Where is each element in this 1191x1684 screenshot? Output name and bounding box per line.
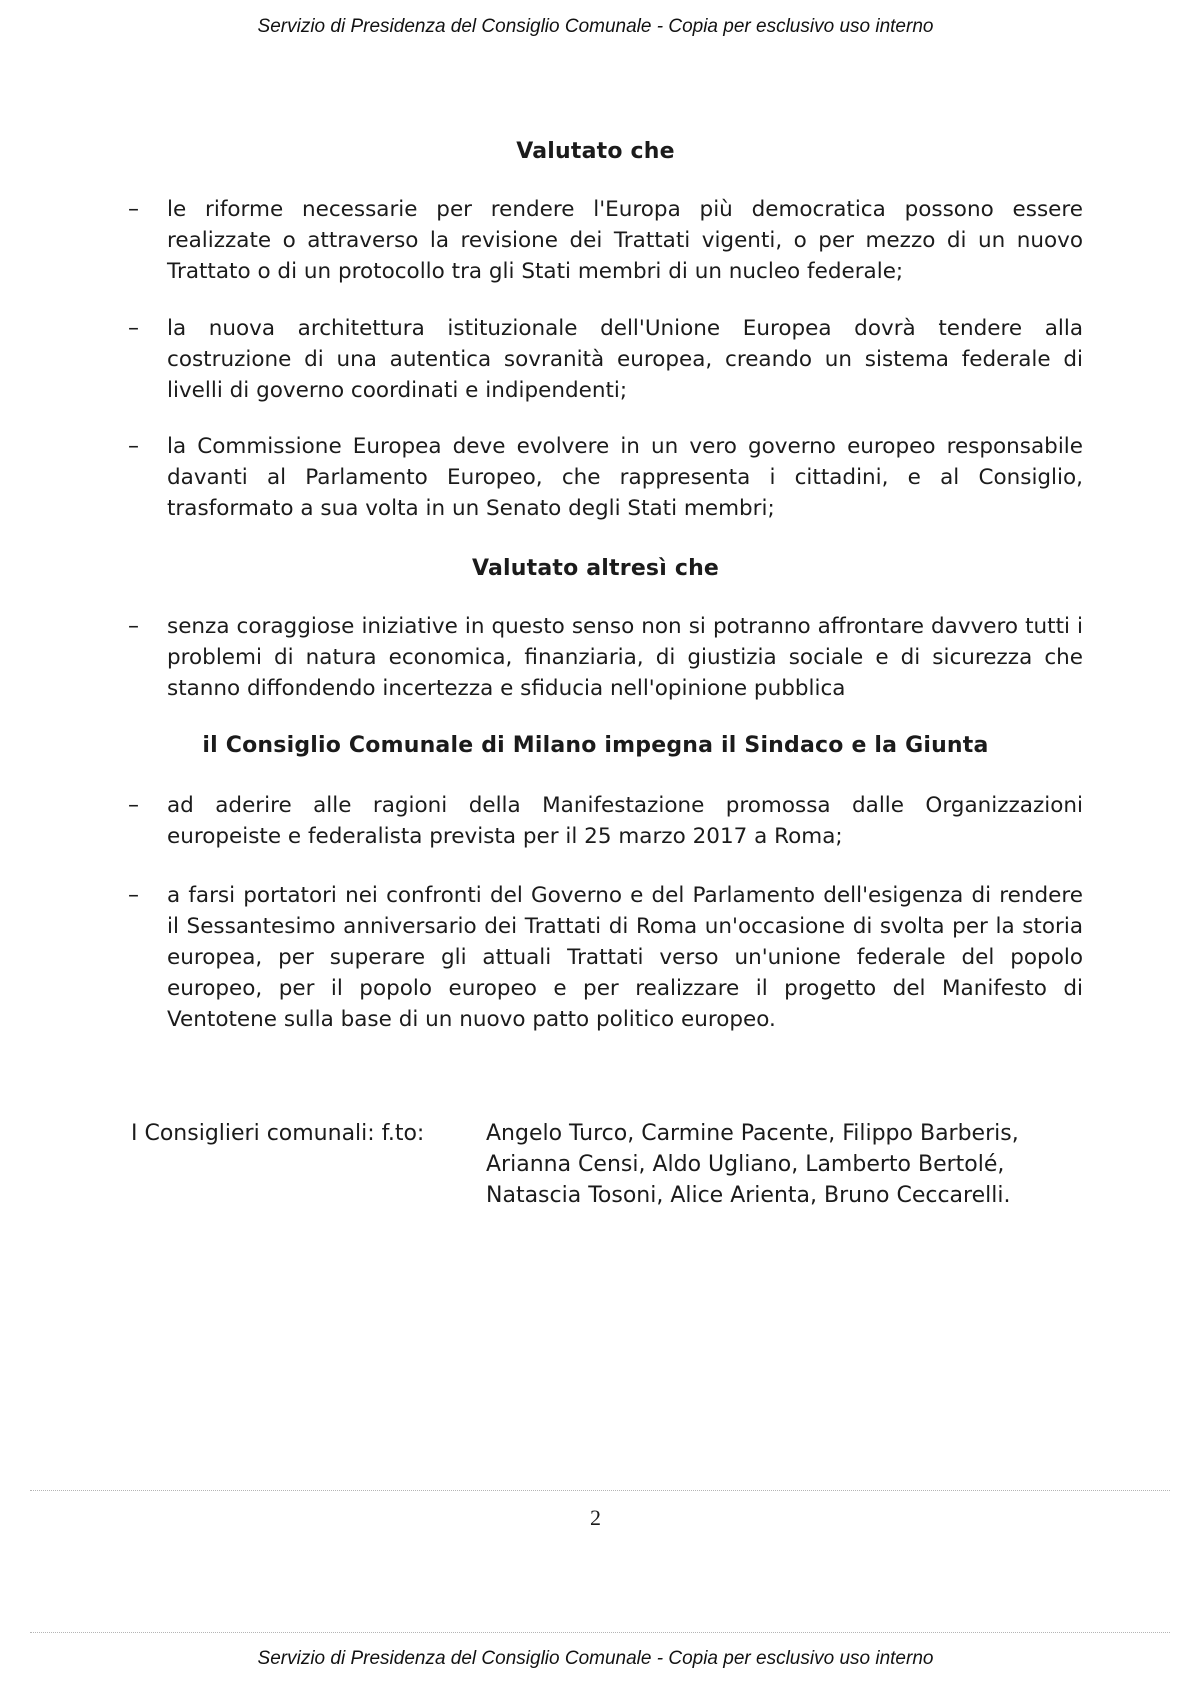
signatures-names: Angelo Turco, Carmine Pacente, Filippo Barberis, Arianna Censi, Aldo Ugliano, Lamberto Bertolé, Natascia Tosoni, Alice Arienta, Bruno Ceccarelli. xyxy=(486,1121,1019,1208)
list-item-text: la Commissione Europea deve evolvere in un vero governo europeo responsabile davanti al Parlamento Europeo, che rappresenta i cittadini, e al Consiglio, trasformato a sua volta in un Senato degli Stati membri; xyxy=(167,434,1083,521)
bullet-dash: – xyxy=(128,793,139,818)
page-number: 2 xyxy=(590,1505,601,1530)
list-item-text: senza coraggiose iniziative in questo senso non si potranno affrontare davvero tutti i problemi di natura economica, finanziaria, di giustizia sociale e di sicurezza che stanno diffondendo incertezza e sfiducia nell'opinione pubblica xyxy=(167,614,1083,701)
bullet-dash: – xyxy=(128,883,139,908)
bullet-dash: – xyxy=(128,614,139,639)
scan-divider xyxy=(30,1632,1170,1635)
list-item-text: le riforme necessarie per rendere l'Europa più democratica possono essere realizzate o attraverso la revisione dei Trattati vigenti, o per mezzo di un nuovo Trattato o di un protocollo tra gli Stati membri di un nucleo federale; xyxy=(167,197,1083,284)
page-header: Servizio di Presidenza del Consiglio Comunale - Copia per esclusivo uso interno xyxy=(257,16,934,37)
bullet-dash: – xyxy=(128,197,139,222)
bullet-dash: – xyxy=(128,316,139,341)
list-item-text: a farsi portatori nei confronti del Governo e del Parlamento dell'esigenza di rendere il Sessantesimo anniversario dei Trattati di Roma un'occasione di svolta per la storia europea, per superare gli attuali Trattati verso un'unione federale del popolo europeo, per il popolo europeo e per realizzare il progetto del Manifesto di Ventotene sulla base di un nuovo patto politico europeo. xyxy=(167,883,1083,1032)
page-footer: Servizio di Presidenza del Consiglio Comunale - Copia per esclusivo uso interno xyxy=(257,1648,934,1669)
signatures-label: I Consiglieri comunali: f.to: xyxy=(131,1121,425,1146)
section-heading-valutato: Valutato che xyxy=(516,139,675,164)
list-item-text: ad aderire alle ragioni della Manifestazione promossa dalle Organizzazioni europeiste e federalista prevista per il 25 marzo 2017 a Roma; xyxy=(167,793,1083,849)
scan-divider xyxy=(30,1490,1170,1493)
bullet-dash: – xyxy=(128,434,139,459)
list-item-text: la nuova architettura istituzionale dell'Unione Europea dovrà tendere alla costruzione di una autentica sovranità europea, creando un sistema federale di livelli di governo coordinati e indipendenti; xyxy=(167,316,1083,403)
section-heading-impegna: il Consiglio Comunale di Milano impegna il Sindaco e la Giunta xyxy=(202,733,989,758)
section-heading-valutato-altresi: Valutato altresì che xyxy=(471,556,720,581)
